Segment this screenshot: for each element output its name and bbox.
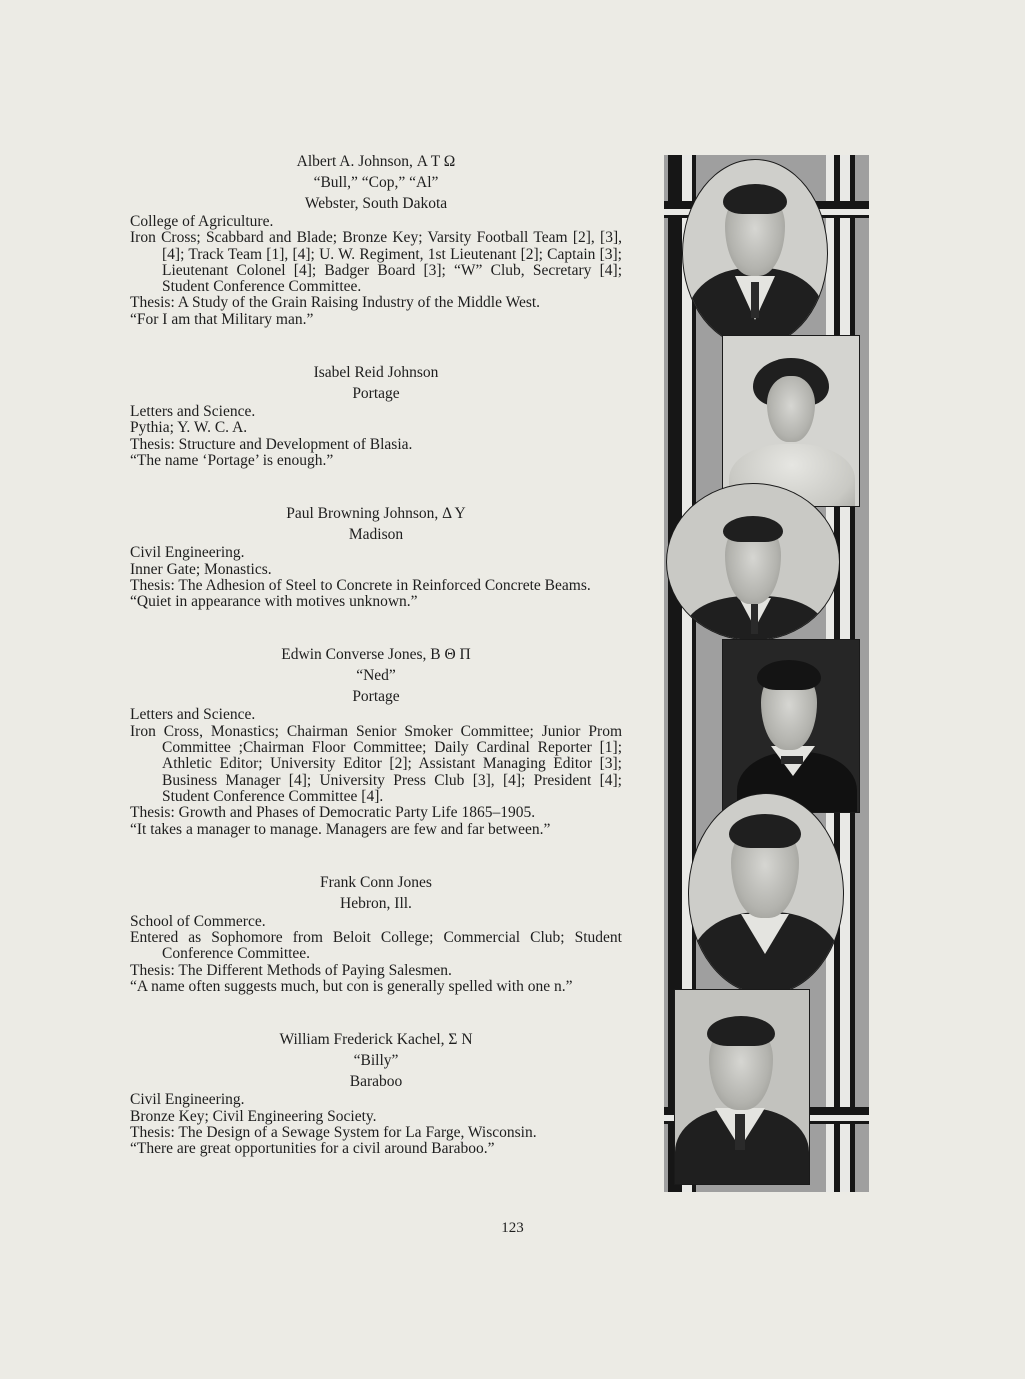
entry-nickname: “Billy”: [353, 1052, 399, 1070]
portrait-photo: [722, 335, 860, 507]
entry-thesis: Thesis: Growth and Phases of Democratic Party Life 1865–1905.: [130, 804, 536, 822]
portrait-photo: [674, 989, 810, 1185]
hair: [723, 184, 787, 214]
entry-quote: “There are great opportunities for a civil around Baraboo.”: [130, 1140, 495, 1158]
bow-tie: [781, 756, 803, 764]
entry-quote: “The name ‘Portage’ is enough.”: [130, 451, 334, 469]
entry-hometown: Webster, South Dakota: [304, 195, 448, 212]
entry-quote: “It takes a manager to manage. Managers are few and far between.”: [130, 820, 551, 838]
entry-nickname: “Bull,” “Cop,” “Al”: [313, 174, 439, 191]
entry-college: Civil Engineering.: [130, 544, 245, 562]
entry-hometown: Hebron, Ill.: [340, 894, 412, 912]
hair: [757, 660, 821, 690]
hair: [723, 516, 783, 542]
entry-hometown: Portage: [352, 385, 400, 403]
entry-activities: Iron Cross, Monastics; Chairman Senior Smoker Committee; Junior Prom Committee ;Chairman Floor Committee; Daily Cardinal Reporter [1]; Athletic Editor; University Editor [2]; Assistant Managing Editor [3]; Business Manager [4]; University Press Club [3], [4]; President [4]; Student Conference Committee [4].: [130, 722, 622, 805]
portrait-photo: [666, 483, 840, 641]
page-number: 123: [501, 1220, 524, 1236]
student-entries: [130, 151, 622, 1158]
entry-activities: Bronze Key; Civil Engineering Society.: [130, 1107, 377, 1125]
entry-paul-johnson: [130, 503, 622, 610]
hair: [707, 1016, 775, 1046]
entry-frank-jones: [130, 872, 622, 995]
entry-edwin-jones: [130, 644, 622, 837]
entry-nickname: “Ned”: [356, 667, 396, 685]
entry-hometown: Baraboo: [349, 1073, 403, 1091]
entry-thesis: Thesis: Structure and Development of Blasia.: [130, 435, 413, 453]
face: [767, 376, 815, 442]
entry-name: Edwin Converse Jones, Β Θ Π: [281, 646, 471, 664]
entry-hometown: Madison: [348, 526, 404, 544]
entry-name: Albert A. Johnson, Α Τ Ω: [296, 153, 456, 170]
portrait-photo: [722, 639, 860, 813]
entry-college: School of Commerce.: [130, 912, 266, 930]
entry-name: Paul Browning Johnson, Δ Υ: [286, 505, 466, 523]
entry-college: College of Agriculture.: [130, 213, 274, 230]
entry-name: Isabel Reid Johnson: [313, 364, 439, 382]
tie: [751, 604, 758, 634]
portrait-photo: [688, 793, 844, 995]
entry-quote: “Quiet in appearance with motives unknown.”: [130, 593, 418, 611]
entry-college: Letters and Science.: [130, 706, 256, 724]
entry-thesis: Thesis: The Different Methods of Paying Salesmen.: [130, 961, 452, 979]
portrait-photo: [682, 159, 828, 347]
entry-thesis: Thesis: A Study of the Grain Raising Industry of the Middle West.: [130, 294, 541, 312]
entry-william-kachel: [130, 1029, 622, 1157]
entry-activities: Iron Cross; Scabbard and Blade; Bronze Key; Varsity Football Team [2], [3], [4]; Track Team [1], [4]; U. W. Regiment, 1st Lieutenant [2]; Captain [3]; Lieutenant Colonel [4]; Badger Board [3]; “W” Club, Secretary [4]; Student Conference Committee.: [130, 229, 622, 296]
entry-thesis: Thesis: The Adhesion of Steel to Concrete in Reinforced Concrete Beams.: [130, 576, 591, 594]
entry-albert-johnson: [130, 151, 622, 328]
portrait-strip: [664, 155, 869, 1192]
entry-isabel-johnson: [130, 362, 622, 469]
tie: [751, 282, 759, 318]
tie: [735, 1114, 745, 1150]
entry-name: William Frederick Kachel, Σ Ν: [279, 1031, 473, 1049]
entry-activities: Entered as Sophomore from Beloit College; Commercial Club; Student Conference Committee.: [130, 929, 622, 963]
hair: [729, 814, 801, 848]
entry-name: Frank Conn Jones: [320, 873, 432, 891]
entry-quote: “A name often suggests much, but con is generally spelled with one n.”: [130, 978, 573, 996]
entry-college: Civil Engineering.: [130, 1091, 245, 1109]
entry-thesis: Thesis: The Design of a Sewage System for La Farge, Wisconsin.: [130, 1123, 537, 1141]
entry-activities: Pythia; Y. W. C. A.: [130, 419, 248, 437]
entry-hometown: Portage: [352, 688, 400, 706]
entry-quote: “For I am that Military man.”: [130, 310, 314, 328]
entry-activities: Inner Gate; Monastics.: [130, 560, 272, 578]
entry-college: Letters and Science.: [130, 403, 256, 421]
